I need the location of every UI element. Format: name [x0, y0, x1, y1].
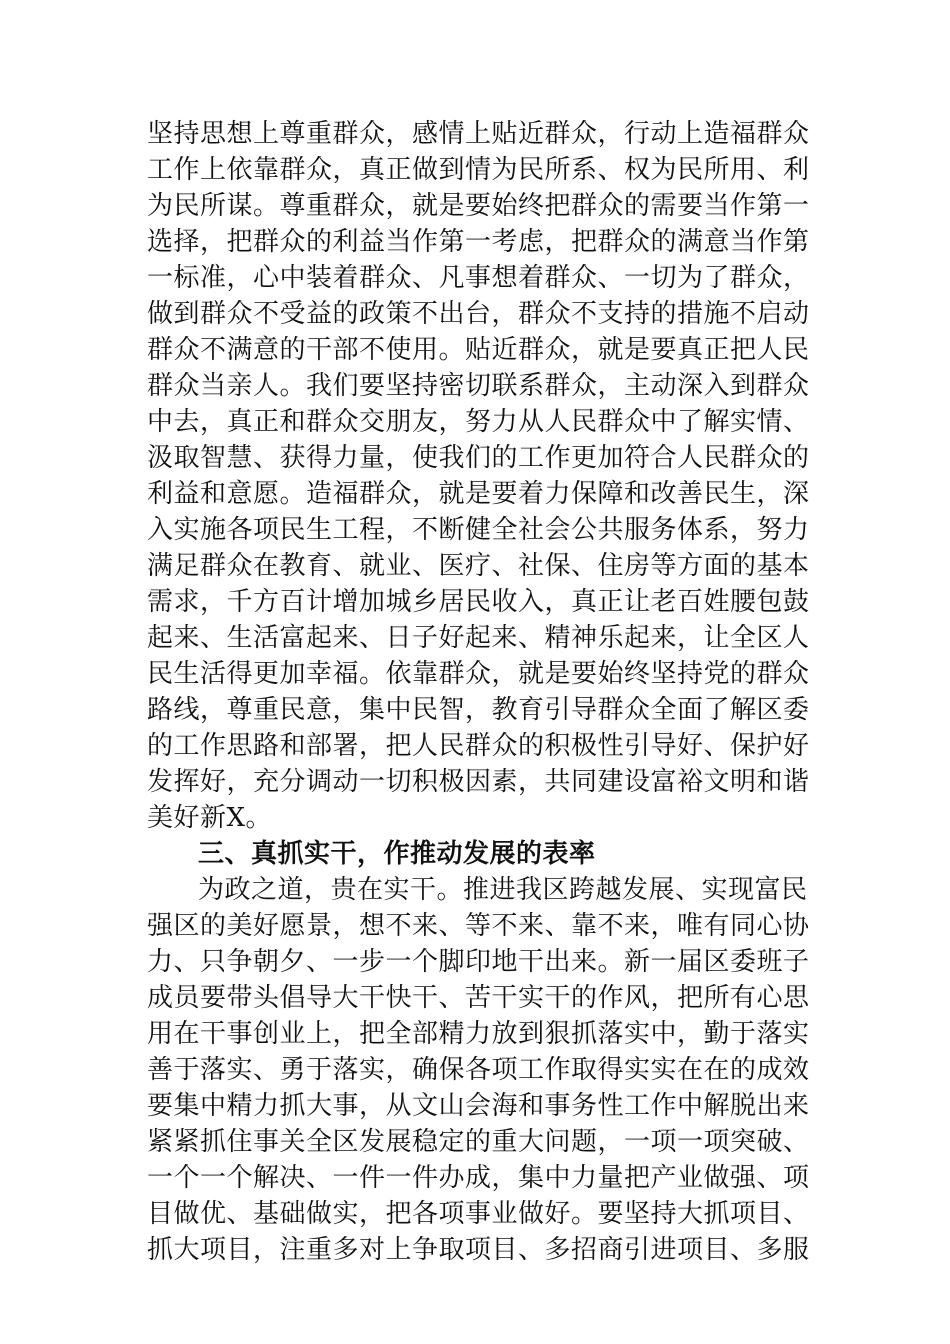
- body-line: 利益和意愿。造福群众，就是要着力保障和改善民生，深: [147, 479, 810, 509]
- body-line: 工作上依靠群众，真正做到情为民所系、权为民所用、利: [147, 155, 810, 185]
- body-line: 起来、生活富起来、日子好起来、精神乐起来，让全区人: [147, 623, 810, 653]
- body-line: 美好新X。: [147, 803, 273, 833]
- body-line: 中去，真正和群众交朋友，努力从人民群众中了解实情、: [147, 407, 810, 437]
- body-line: 路线，尊重民意，集中民智，教育引导群众全面了解区委: [147, 695, 810, 725]
- body-line: 入实施各项民生工程，不断健全社会公共服务体系，努力: [147, 515, 810, 545]
- body-line: 需求，千方百计增加城乡居民收入，真正让老百姓腰包鼓: [147, 587, 810, 617]
- body-line: 抓大项目，注重多对上争取项目、多招商引进项目、多服: [147, 1235, 810, 1265]
- body-line: 发挥好，充分调动一切积极因素，共同建设富裕文明和谐: [147, 767, 810, 797]
- body-line: 成员要带头倡导大干快干、苦干实干的作风，把所有心思: [147, 983, 810, 1013]
- body-line: 强区的美好愿景，想不来、等不来、靠不来，唯有同心协: [147, 911, 810, 941]
- body-line: 紧紧抓住事关全区发展稳定的重大问题，一项一项突破、: [147, 1127, 810, 1157]
- body-line: 目做优、基础做实，把各项事业做好。要坚持大抓项目、: [147, 1199, 810, 1229]
- body-line: 选择，把群众的利益当作第一考虑，把群众的满意当作第: [147, 227, 810, 257]
- body-line: 一标准，心中装着群众、凡事想着群众、一切为了群众，: [147, 263, 810, 293]
- body-line: 要集中精力抓大事，从文山会海和事务性工作中解脱出来: [147, 1091, 810, 1121]
- body-line: 坚持思想上尊重群众，感情上贴近群众，行动上造福群众: [147, 119, 810, 149]
- body-line: 汲取智慧、获得力量，使我们的工作更加符合人民群众的: [147, 443, 810, 473]
- body-line: 群众当亲人。我们要坚持密切联系群众，主动深入到群众: [147, 371, 810, 401]
- body-line: 民生活得更加幸福。依靠群众，就是要始终坚持党的群众: [147, 659, 810, 689]
- body-line: 为政之道，贵在实干。推进我区跨越发展、实现富民: [198, 875, 808, 905]
- body-line: 力、只争朝夕、一步一个脚印地干出来。新一届区委班子: [147, 947, 810, 977]
- body-line: 的工作思路和部署，把人民群众的积极性引导好、保护好: [147, 731, 810, 761]
- body-line: 善于落实、勇于落实，确保各项工作取得实实在在的成效: [147, 1055, 810, 1085]
- body-line: 做到群众不受益的政策不出台，群众不支持的措施不启动: [147, 299, 810, 329]
- section-heading: 三、真抓实干，作推动发展的表率: [198, 839, 596, 869]
- body-line: 群众不满意的干部不使用。贴近群众，就是要真正把人民: [147, 335, 810, 365]
- body-line: 一个一个解决、一件一件办成，集中力量把产业做强、项: [147, 1163, 810, 1193]
- body-line: 满足群众在教育、就业、医疗、社保、住房等方面的基本: [147, 551, 810, 581]
- body-line: 为民所谋。尊重群众，就是要始终把群众的需要当作第一: [147, 191, 810, 221]
- body-line: 用在干事创业上，把全部精力放到狠抓落实中，勤于落实: [147, 1019, 810, 1049]
